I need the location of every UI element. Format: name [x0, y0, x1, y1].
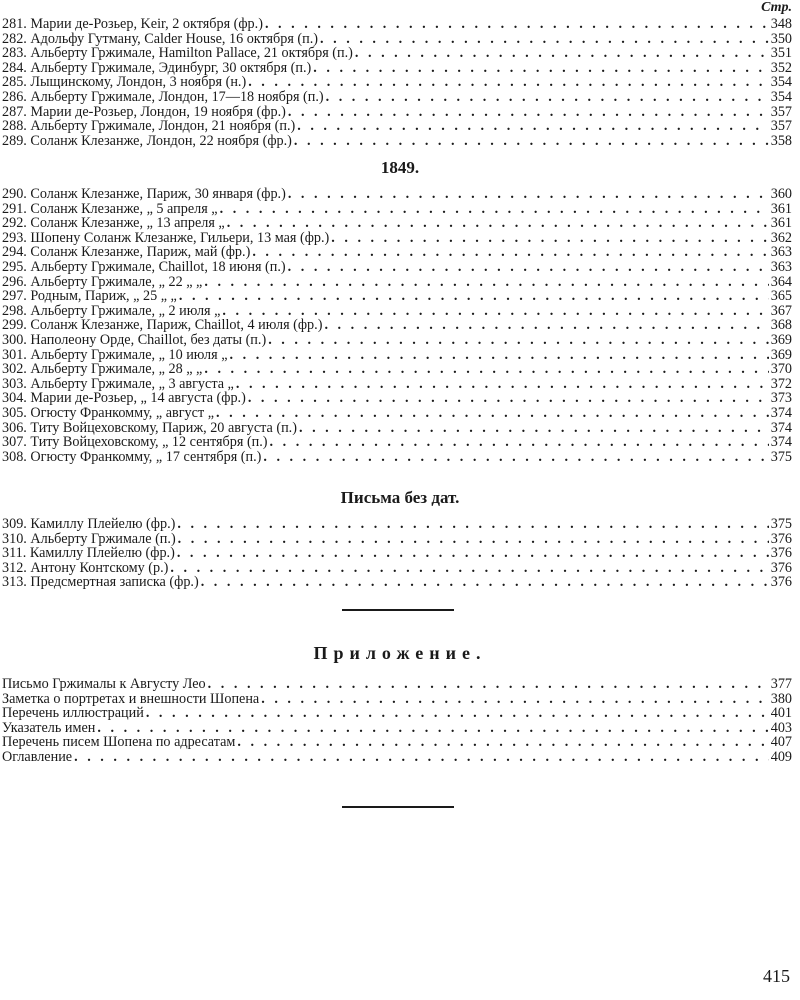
toc-entry-title: 307. Титу Войцеховскому, „ 12 сентября (п.)	[2, 435, 268, 450]
toc-entry-title: 299. Соланж Клезанже, Париж, Chaillot, 4 июля (фр.)	[2, 318, 323, 333]
dot-leader	[270, 435, 769, 450]
toc-entry[interactable]	[2, 216, 792, 231]
toc-entry[interactable]	[2, 735, 792, 750]
toc-entry-page: 401	[770, 706, 792, 721]
toc-entry-title: 311. Камиллу Плейелю (фр.)	[2, 546, 175, 561]
toc-entry[interactable]	[2, 575, 792, 590]
toc-entry-page: 370	[770, 362, 792, 377]
toc-entry-title: 301. Альберту Гржимале, „ 10 июля „	[2, 347, 228, 363]
toc-entry-page: 358	[770, 133, 792, 149]
toc-entry[interactable]	[2, 450, 792, 465]
toc-entry[interactable]	[2, 721, 792, 736]
dot-leader	[299, 421, 769, 436]
divider-rule	[342, 806, 454, 808]
toc-entry-page: 374	[770, 420, 792, 436]
toc-entry-page: 354	[770, 89, 792, 105]
toc-entry-page: 363	[770, 245, 792, 260]
dot-leader	[326, 90, 769, 105]
dot-leader	[236, 377, 769, 392]
toc-entry-title: 284. Альберту Гржимале, Эдинбург, 30 октября (п.)	[2, 60, 312, 76]
year-heading: 1849.	[380, 158, 420, 177]
dot-leader	[313, 61, 768, 76]
toc-entry-title: 312. Антону Контскому (р.)	[2, 560, 169, 576]
toc-entry[interactable]	[2, 134, 792, 149]
toc-entry[interactable]	[2, 677, 792, 692]
toc-entry-title: 300. Наполеону Орде, Chaillot, без даты (п.)	[2, 332, 267, 348]
dot-leader	[252, 245, 768, 260]
toc-entry-title: 293. Шопену Соланж Клезанже, Гильери, 13 мая (фр.)	[2, 230, 330, 246]
toc-entry-title: 281. Марии де-Розьер, Keir, 2 октября (фр.)	[2, 17, 263, 32]
toc-entry-page: 361	[770, 201, 792, 217]
toc-entry-page: 367	[770, 303, 792, 319]
toc-entry-page: 365	[770, 289, 792, 304]
toc-entry[interactable]	[2, 202, 792, 217]
toc-entry-title: Заметка о портретах и внешности Шопена	[2, 691, 260, 707]
toc-entry-page: 375	[770, 517, 792, 532]
toc-entry[interactable]	[2, 17, 792, 32]
toc-section-appendix	[2, 677, 792, 765]
toc-entry-title: 303. Альберту Гржимале, „ 3 августа „	[2, 376, 234, 392]
toc-entry-title: 291. Соланж Клезанже, „ 5 апреля „	[2, 201, 218, 217]
toc-entry-page: 360	[770, 187, 792, 202]
dot-leader	[248, 75, 769, 90]
toc-entry-title: 306. Титу Войцеховскому, Париж, 20 августа (п.)	[2, 420, 297, 436]
toc-entry[interactable]	[2, 750, 792, 765]
toc-entry-title: 282. Адольфу Гутману, Calder House, 16 октября (п.)	[2, 31, 319, 47]
toc-entry[interactable]	[2, 561, 792, 576]
toc-entry-page: 375	[770, 449, 792, 465]
dot-leader	[294, 134, 769, 149]
toc-entry[interactable]	[2, 391, 792, 406]
dot-leader	[216, 406, 769, 421]
toc-entry-page: 368	[770, 318, 792, 333]
dot-leader	[208, 677, 769, 692]
toc-entry-title: 283. Альберту Гржимале, Hamilton Pallace, 21 октября (п.)	[2, 46, 353, 61]
toc-entry[interactable]	[2, 32, 792, 47]
dot-leader	[268, 333, 769, 348]
dot-leader	[288, 187, 769, 202]
toc-entry-page: 377	[770, 677, 792, 692]
dot-leader	[204, 275, 768, 290]
toc-entry-title: 289. Соланж Клезанже, Лондон, 22 ноября (фр.)	[2, 133, 292, 149]
toc-entry-title: 288. Альберту Гржимале, Лондон, 21 ноября (п.)	[2, 119, 296, 134]
toc-entry[interactable]	[2, 517, 792, 532]
dot-leader	[177, 546, 769, 561]
toc-entry[interactable]	[2, 333, 792, 348]
toc-entry-title: 302. Альберту Гржимале, „ 28 „ „	[2, 362, 203, 377]
dot-leader	[74, 750, 769, 765]
toc-entry-title: 286. Альберту Гржимале, Лондон, 17—18 ноября (п.)	[2, 89, 324, 105]
appendix-heading: Приложение.	[313, 643, 487, 663]
toc-entry-page: 376	[770, 575, 792, 590]
toc-entry[interactable]	[2, 406, 792, 421]
toc-entry-title: Письмо Гржималы к Августу Лео	[2, 677, 206, 692]
toc-entry[interactable]	[2, 692, 792, 707]
dot-leader	[320, 32, 769, 47]
undated-letters-heading: Письма без дат.	[340, 488, 460, 507]
toc-entry-page: 369	[770, 332, 792, 348]
toc-entry-title: Перечень писем Шопена по адресатам	[2, 735, 236, 750]
toc-entry-page: 357	[770, 104, 792, 120]
dot-leader	[297, 119, 768, 134]
toc-entry-page: 374	[770, 435, 792, 450]
toc-entry-page: 352	[770, 60, 792, 76]
toc-entry-title: 305. Огюсту Франкомму, „ август „	[2, 405, 214, 421]
dot-leader	[170, 561, 768, 576]
dot-leader	[230, 348, 769, 363]
toc-entry[interactable]	[2, 260, 792, 275]
toc-entry-page: 357	[770, 119, 792, 134]
dot-leader	[201, 575, 769, 590]
page-number: 415	[763, 966, 790, 986]
dot-leader	[179, 289, 769, 304]
dot-leader	[227, 216, 769, 231]
toc-entry-page: 407	[770, 735, 792, 750]
toc-entry-title: 290. Соланж Клезанже, Париж, 30 января (фр.)	[2, 187, 286, 202]
toc-entry[interactable]	[2, 75, 792, 90]
dot-leader	[177, 517, 768, 532]
toc-section-undated	[2, 517, 792, 590]
toc-entry[interactable]	[2, 275, 792, 290]
toc-entry-page: 362	[770, 230, 792, 246]
dot-leader	[178, 532, 769, 547]
toc-entry[interactable]	[2, 289, 792, 304]
toc-entry[interactable]	[2, 362, 792, 377]
toc-entry[interactable]	[2, 532, 792, 547]
toc-section-1848	[2, 17, 792, 148]
toc-entry-page: 373	[770, 391, 792, 406]
toc-entry[interactable]	[2, 119, 792, 134]
dot-leader	[288, 105, 769, 120]
toc-entry[interactable]	[2, 348, 792, 363]
toc-entry-title: 296. Альберту Гржимале, „ 22 „ „	[2, 274, 203, 290]
toc-entry-page: 369	[770, 347, 792, 363]
toc-entry[interactable]	[2, 304, 792, 319]
toc-entry[interactable]	[2, 318, 792, 333]
toc-section-1849	[2, 187, 792, 464]
toc-entry[interactable]	[2, 90, 792, 105]
toc-entry-page: 380	[770, 691, 792, 707]
toc-entry-title: Перечень иллюстраций	[2, 706, 144, 721]
toc-entry-page: 351	[770, 46, 792, 61]
page-column-label: Стр.	[761, 0, 792, 15]
toc-entry-page: 363	[770, 259, 792, 275]
toc-entry-title: 295. Альберту Гржимале, Chaillot, 18 июня (п.)	[2, 259, 286, 275]
toc-entry[interactable]	[2, 61, 792, 76]
dot-leader	[265, 17, 769, 32]
dot-leader	[248, 391, 769, 406]
toc-entry-title: 297. Родным, Париж, „ 25 „ „	[2, 289, 177, 304]
toc-entry-title: 308. Огюсту Франкомму, „ 17 сентября (п.)	[2, 449, 262, 465]
toc-entry[interactable]	[2, 105, 792, 120]
dot-leader	[222, 304, 768, 319]
toc-entry-title: 298. Альберту Гржимале, „ 2 июля „	[2, 303, 221, 319]
dot-leader	[146, 706, 769, 721]
dot-leader	[237, 735, 768, 750]
toc-entry-page: 354	[770, 75, 792, 90]
toc-entry[interactable]	[2, 187, 792, 202]
toc-entry-page: 376	[770, 546, 792, 561]
dot-leader	[288, 260, 769, 275]
toc-entry-title: 304. Марии де-Розьер, „ 14 августа (фр.)	[2, 391, 246, 406]
toc-entry-page: 372	[770, 376, 792, 392]
toc-entry[interactable]	[2, 421, 792, 436]
dot-leader	[355, 46, 769, 61]
toc-entry-title: Оглавление	[2, 749, 73, 765]
toc-entry[interactable]	[2, 435, 792, 450]
toc-entry-page: 403	[770, 720, 792, 736]
toc-entry[interactable]	[2, 377, 792, 392]
toc-entry-title: 287. Марии де-Розьер, Лондон, 19 ноября (фр.)	[2, 104, 286, 120]
toc-entry-page: 376	[770, 560, 792, 576]
toc-entry-title: 285. Лыщинскому, Лондон, 3 ноября (н.)	[2, 75, 247, 90]
toc-entry-title: 294. Соланж Клезанже, Париж, май (фр.)	[2, 245, 251, 260]
toc-entry-title: 292. Соланж Клезанже, „ 13 апреля „	[2, 216, 225, 231]
dot-leader	[263, 450, 768, 465]
toc-entry-title: 310. Альберту Гржимале (п.)	[2, 531, 176, 547]
dot-leader	[97, 721, 768, 736]
dot-leader	[331, 231, 768, 246]
dot-leader	[261, 692, 768, 707]
toc-entry-title: Указатель имен	[2, 720, 96, 736]
divider-rule	[342, 609, 454, 611]
toc-entry-page: 374	[770, 405, 792, 421]
toc-entry-page: 376	[770, 531, 792, 547]
dot-leader	[220, 202, 769, 217]
toc-entry-page: 350	[770, 31, 792, 47]
dot-leader	[324, 318, 768, 333]
toc-entry-page: 361	[770, 216, 792, 231]
toc-entry-page: 364	[770, 274, 792, 290]
toc-entry-title: 313. Предсмертная записка (фр.)	[2, 575, 199, 590]
toc-entry[interactable]	[2, 706, 792, 721]
toc-entry-title: 309. Камиллу Плейелю (фр.)	[2, 517, 176, 532]
toc-entry-page: 348	[770, 17, 792, 32]
toc-entry[interactable]	[2, 46, 792, 61]
toc-entry[interactable]	[2, 231, 792, 246]
toc-entry[interactable]	[2, 546, 792, 561]
dot-leader	[204, 362, 768, 377]
toc-entry[interactable]	[2, 245, 792, 260]
toc-entry-page: 409	[770, 749, 792, 765]
